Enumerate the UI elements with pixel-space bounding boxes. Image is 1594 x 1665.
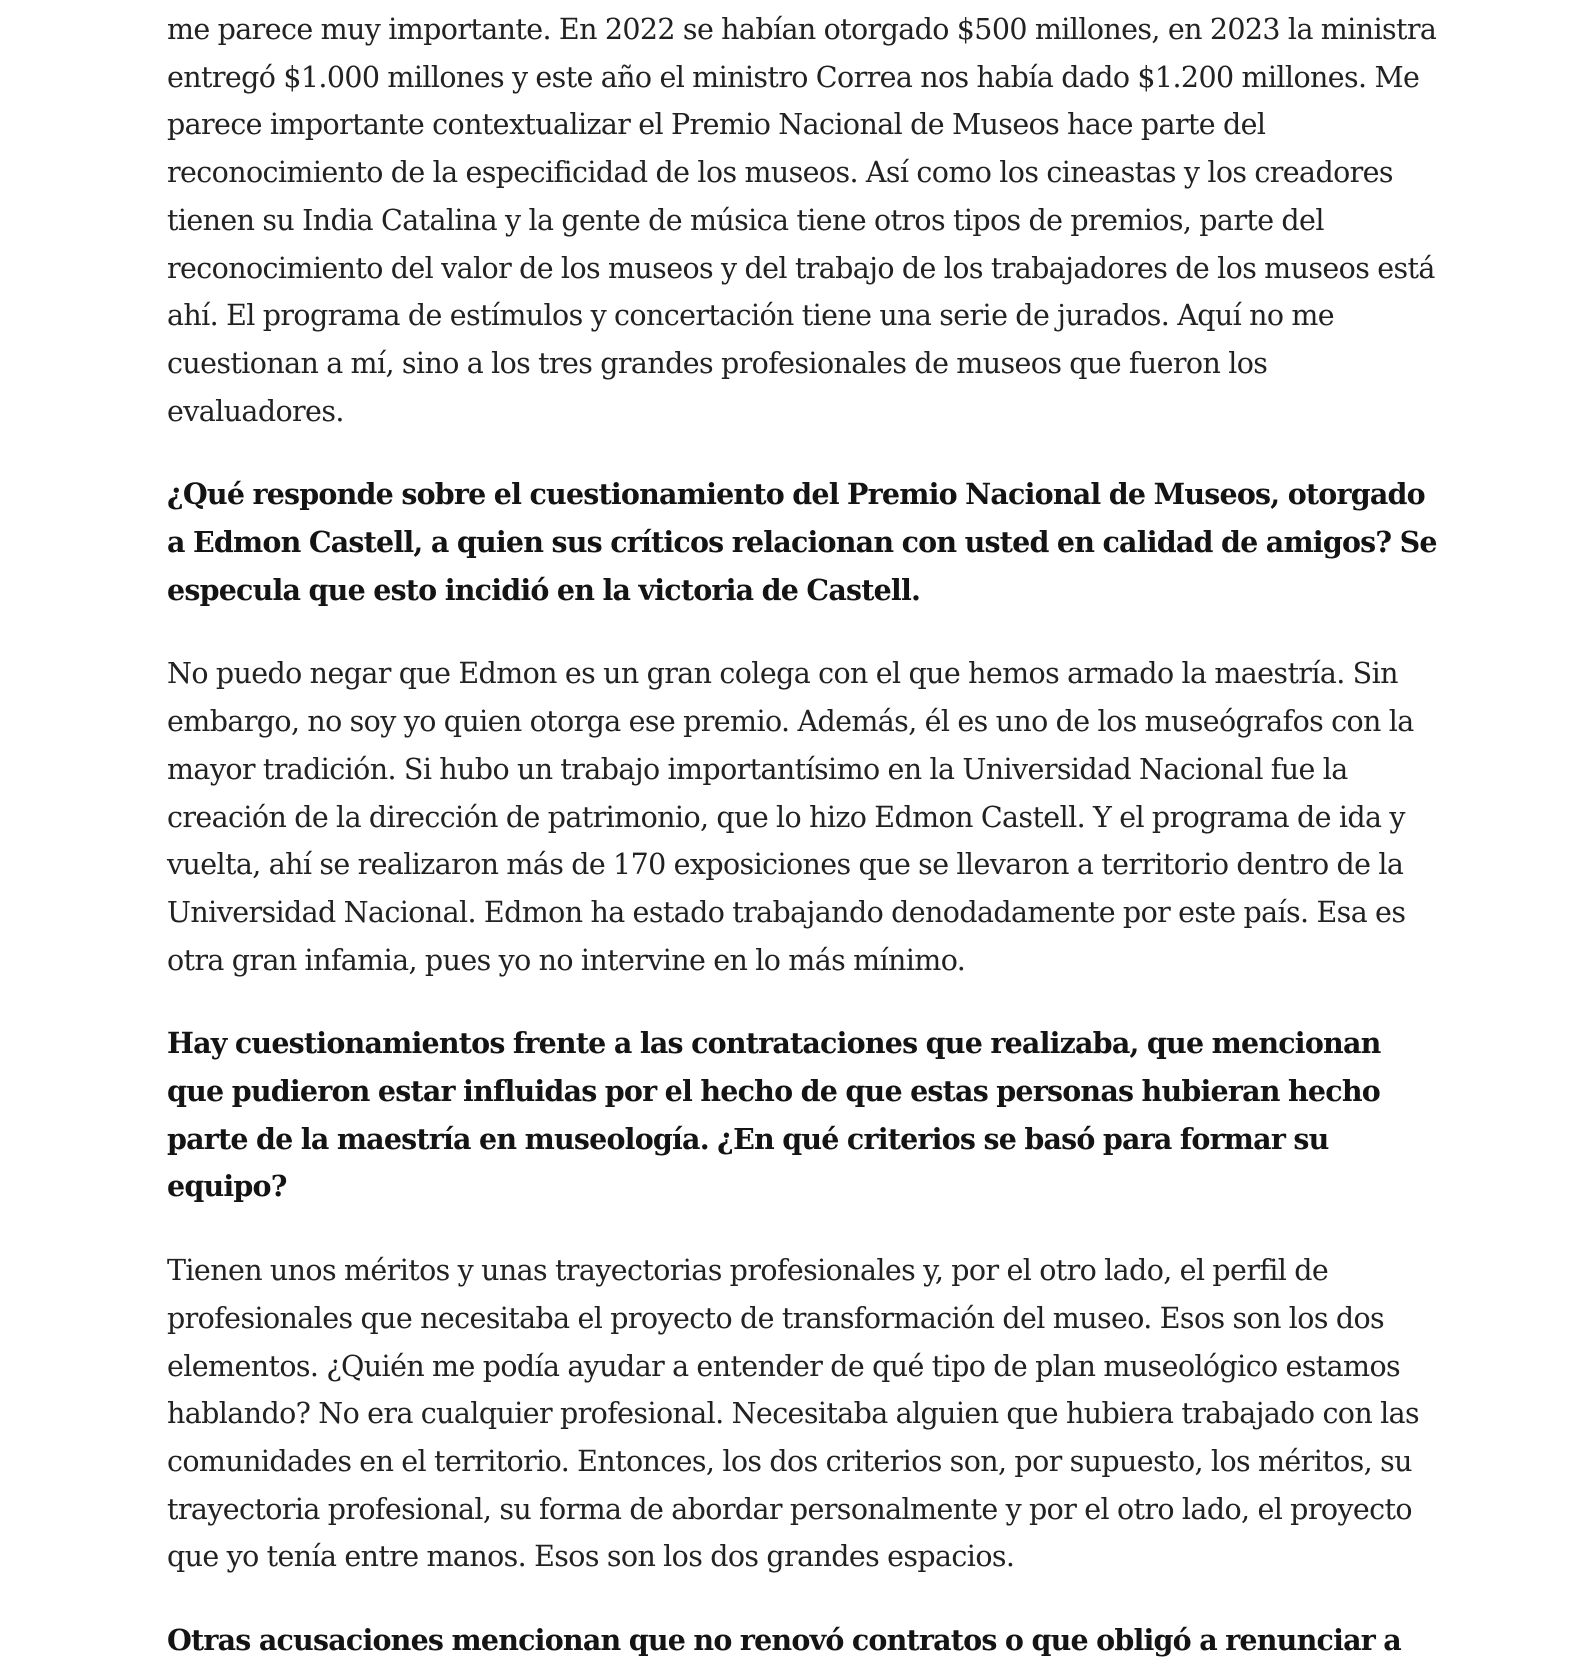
- answer-paragraph: No puedo negar que Edmon es un gran colega con el que hemos armado la maestría. Sin embargo, no soy yo quien otorga ese premio. Además, él es uno de los museógrafos con la mayor tradición. Si hubo un trabajo importantísimo en la Universidad Nacional fue la creación de la dirección de patrimonio, que lo hizo Edmon Castell. Y el programa de ida y vuelta, ahí se realizaron más de 170 exposiciones que se llevaron a territorio dentro de la Universidad Nacional. Edmon ha estado trabajando denodadamente por este país. Esa es otra gran infamia, pues yo no intervine en lo más mínimo.: [167, 657, 1414, 977]
- question-paragraph: Otras acusaciones mencionan que no renovó contratos o que obligó a renunciar a: [167, 1623, 1401, 1658]
- answer-paragraph: Tienen unos méritos y unas trayectorias profesionales y, por el otro lado, el perfil de profesionales que necesitaba el proyecto de transformación del museo. Esos son los dos elementos. ¿Quién me podía ayudar a entender de qué tipo de plan museológico estamos hablando? No era cualquier profesional. Necesitaba alguien que hubiera trabajado con las comunidades en el territorio. Entonces, los dos criterios son, por supuesto, los méritos, su trayectoria profesional, su forma de abordar personalmente y por el otro lado, el proyecto que yo tenía entre manos. Esos son los dos grandes espacios.: [167, 1254, 1420, 1574]
- article-body: [167, 6, 1437, 1665]
- question-paragraph: Hay cuestionamientos frente a las contrataciones que realizaba, que mencionan que pudieron estar influidas por el hecho de que estas personas hubieran hecho parte de la maestría en museología. ¿En qué criterios se basó para formar su equipo?: [167, 1026, 1381, 1204]
- question-paragraph: ¿Qué responde sobre el cuestionamiento del Premio Nacional de Museos, otorgado a Edmon Castell, a quien sus críticos relacionan con usted en calidad de amigos? Se especula que esto incidió en la victoria de Castell.: [167, 477, 1437, 607]
- answer-paragraph: me parece muy importante. En 2022 se habían otorgado $500 millones, en 2023 la ministra entregó $1.000 millones y este año el ministro Correa nos había dado $1.200 millones. Me parece importante contextualizar el Premio Nacional de Museos hace parte del reconocimiento de la especificidad de los museos. Así como los cineastas y los creadores tienen su India Catalina y la gente de música tiene otros tipos de premios, parte del reconocimiento del valor de los museos y del trabajo de los trabajadores de los museos está ahí. El programa de estímulos y concertación tiene una serie de jurados. Aquí no me cuestionan a mí, sino a los tres grandes profesionales de museos que fueron los evaluadores.: [167, 13, 1437, 428]
